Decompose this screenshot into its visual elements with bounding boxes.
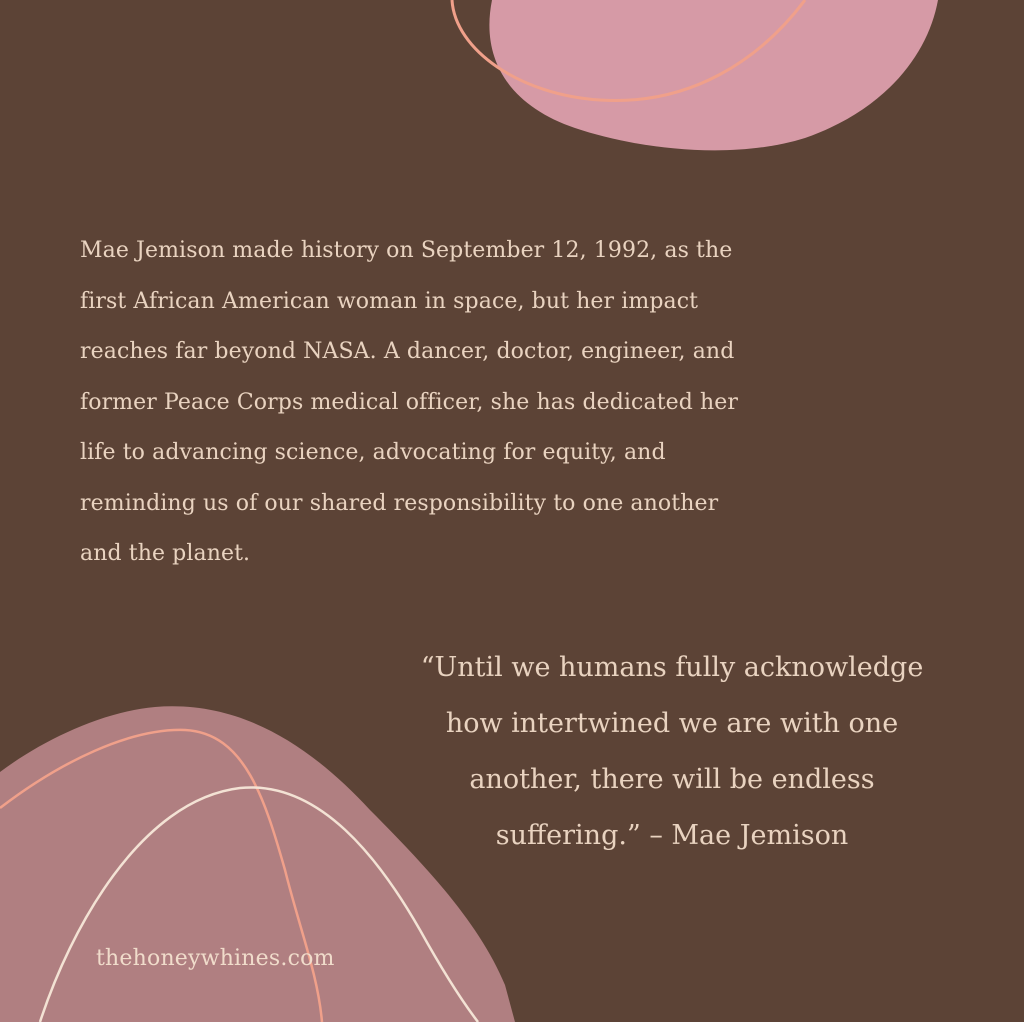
bio-line: former Peace Corps medical officer, she has dedicated her	[80, 389, 739, 415]
bio-paragraph	[80, 226, 780, 580]
bio-line: reaches far beyond NASA. A dancer, doctor, engineer, and	[80, 339, 735, 364]
website-label: thehoneywhines.com	[96, 946, 335, 971]
quote-block	[392, 640, 952, 864]
quote-line: “Until we humans fully acknowledge	[420, 652, 924, 683]
quote-line: suffering.” – Mae Jemison	[495, 820, 849, 851]
bio-line: and the planet.	[80, 541, 251, 566]
bio-line: life to advancing science, advocating for equity, and	[80, 440, 666, 465]
quote-line: how intertwined we are with one	[445, 708, 899, 739]
top-pink-blob	[489, 0, 938, 150]
bio-line: reminding us of our shared responsibility to one another	[80, 490, 719, 516]
bio-line: first African American woman in space, but her impact	[80, 288, 699, 314]
bio-line: Mae Jemison made history on September 12, 1992, as the	[80, 238, 733, 263]
quote-line: another, there will be endless	[469, 764, 875, 795]
